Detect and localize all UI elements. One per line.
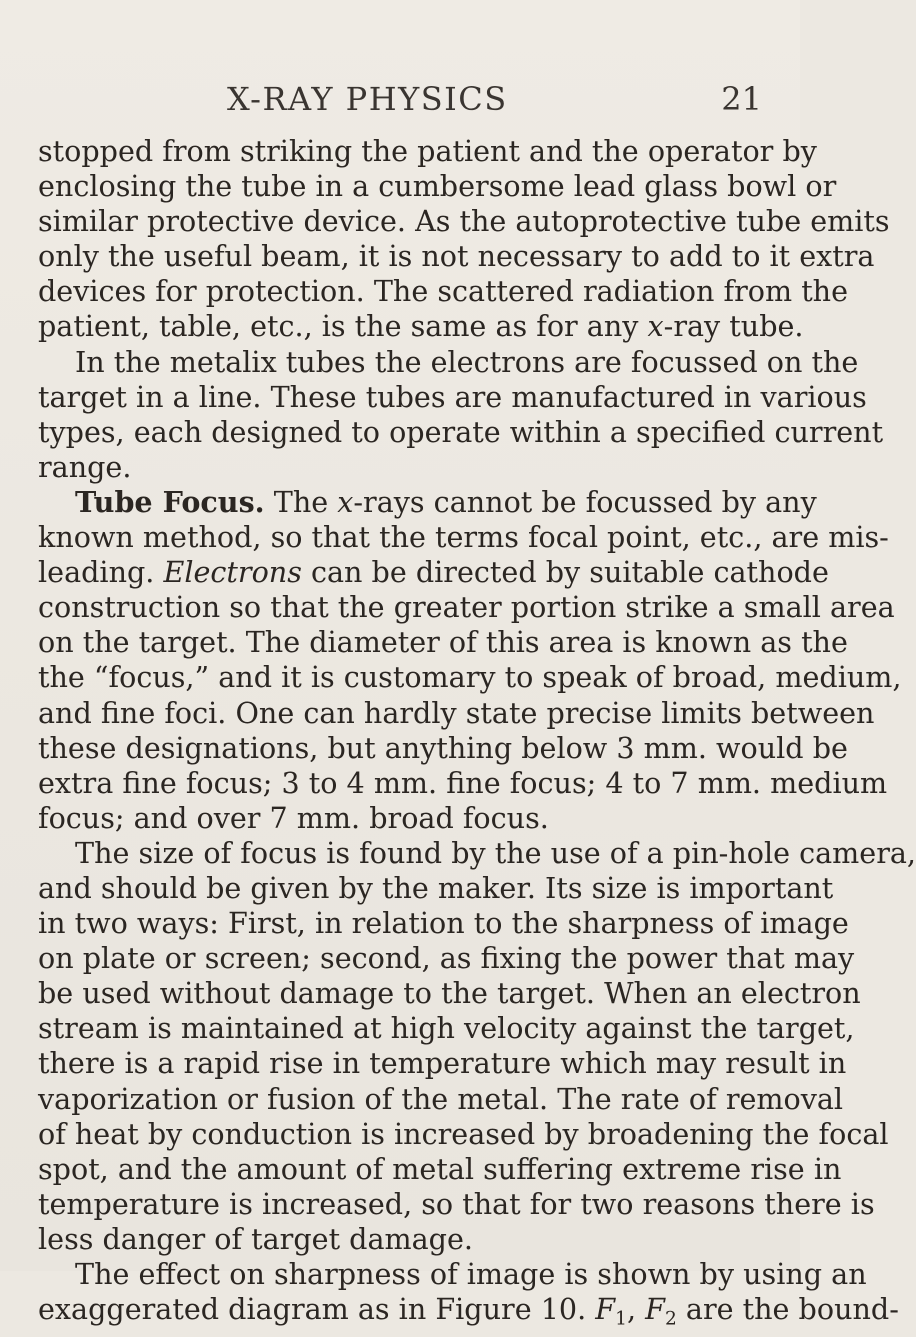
text-line xyxy=(38,555,829,590)
text-line xyxy=(38,765,888,801)
text-segment: The size of focus is found by the use of a pin-hole camera, xyxy=(75,835,916,870)
run-in-heading: Tube Focus. xyxy=(75,484,265,519)
text-segment: be used without damage to the target. When an electron xyxy=(38,976,861,1011)
text-segment: types, each designed to operate within a specified current xyxy=(38,414,884,449)
text-line xyxy=(38,204,890,239)
text-line xyxy=(38,239,875,274)
text-segment: of heat by conduction is increased by broadening the focal xyxy=(38,1116,889,1151)
text-segment: on plate or screen; second, as fixing the power that may xyxy=(38,941,855,976)
text-segment: spot, and the amount of metal suffering extreme rise in xyxy=(38,1151,842,1186)
text-segment: extra fine focus; 3 to 4 mm. fine focus; 4 to 7 mm. medium xyxy=(38,765,888,800)
italic-text: F xyxy=(595,1292,616,1327)
italic-text: x xyxy=(647,309,664,344)
text-segment: known method, so that the terms focal point, etc., are mis- xyxy=(38,520,889,555)
subscript: 2 xyxy=(664,1308,677,1330)
text-line xyxy=(38,1186,875,1222)
running-head xyxy=(212,80,762,120)
text-segment: The xyxy=(264,484,338,519)
text-line xyxy=(38,660,902,695)
subscript: 1 xyxy=(615,1308,627,1330)
text-line xyxy=(38,344,859,380)
text-line xyxy=(38,590,895,625)
text-segment: similar protective device. As the autoprotective tube emits xyxy=(38,204,890,239)
text-segment: leading. xyxy=(38,555,164,590)
text-line xyxy=(38,870,834,906)
text-segment: the “focus,” and it is customary to speak of broad, medium, xyxy=(38,660,902,695)
text-line xyxy=(38,274,849,309)
text-segment: less danger of target damage. xyxy=(38,1221,473,1256)
text-segment: enclosing the tube in a cumbersome lead glass bowl or xyxy=(38,169,837,204)
text-line xyxy=(38,976,861,1011)
text-segment: these designations, but anything below 3 mm. would be xyxy=(38,730,848,765)
text-line xyxy=(38,695,875,731)
text-line xyxy=(38,801,766,836)
italic-text: F xyxy=(645,1292,665,1327)
text-line xyxy=(38,379,867,415)
text-segment: The effect on sharpness of image is shown by using an xyxy=(75,1257,867,1291)
text-segment: stream is maintained at high velocity against the target, xyxy=(38,1011,855,1046)
italic-text: Electrons xyxy=(163,555,302,590)
text-line xyxy=(38,484,817,520)
text-segment: , xyxy=(626,1292,646,1327)
text-line xyxy=(38,1151,842,1187)
text-line xyxy=(38,1081,844,1117)
text-line xyxy=(38,1222,766,1257)
text-segment: exaggerated diagram as in Figure 10. xyxy=(38,1292,596,1327)
text-line xyxy=(38,1116,889,1152)
text-segment: -rays cannot be focussed by any xyxy=(353,484,817,519)
text-segment: range. xyxy=(38,449,132,484)
text-segment: only the useful beam, it is not necessary to add to it extra xyxy=(38,239,875,274)
text-line xyxy=(38,941,855,976)
text-line xyxy=(38,906,849,941)
text-segment: In the metalix tubes the electrons are focussed on the xyxy=(75,344,859,379)
text-line xyxy=(38,1257,867,1292)
page-number: 21 xyxy=(721,80,762,118)
text-segment: construction so that the greater portion strike a small area xyxy=(38,590,895,625)
text-segment: there is a rapid rise in temperature which may result in xyxy=(38,1046,847,1081)
body-text xyxy=(38,134,916,1330)
text-segment: target in a line. These tubes are manufactured in various xyxy=(38,379,867,414)
text-segment: temperature is increased, so that for two reasons there is xyxy=(38,1186,875,1221)
text-line xyxy=(38,169,837,204)
text-line xyxy=(38,309,804,344)
text-line xyxy=(38,134,817,169)
text-segment: devices for protection. The scattered radiation from the xyxy=(38,274,849,309)
text-line xyxy=(38,835,916,871)
text-line xyxy=(38,730,848,766)
text-line xyxy=(38,520,889,555)
text-segment: stopped from striking the patient and the operator by xyxy=(38,134,817,168)
text-line xyxy=(38,1292,899,1330)
italic-text: x xyxy=(337,484,354,519)
text-segment: -ray tube. xyxy=(663,309,804,344)
text-segment: and should be given by the maker. Its size is important xyxy=(38,870,834,905)
running-title: X-RAY PHYSICS xyxy=(227,80,508,118)
text-segment: focus; and over 7 mm. broad focus. xyxy=(38,800,549,835)
text-segment: and fine foci. One can hardly state precise limits between xyxy=(38,695,875,730)
text-segment: vaporization or fusion of the metal. The rate of removal xyxy=(38,1081,844,1116)
text-line xyxy=(38,625,848,660)
text-segment: can be directed by suitable cathode xyxy=(301,555,829,590)
text-segment: in two ways: First, in relation to the sharpness of image xyxy=(38,906,849,941)
text-line xyxy=(38,450,766,485)
text-segment: on the target. The diameter of this area is known as the xyxy=(38,625,848,660)
text-line xyxy=(38,414,884,450)
text-line xyxy=(38,1011,855,1046)
text-line xyxy=(38,1046,847,1081)
text-segment: patient, table, etc., is the same as for any xyxy=(38,309,648,344)
text-segment: are the bound- xyxy=(676,1292,899,1327)
